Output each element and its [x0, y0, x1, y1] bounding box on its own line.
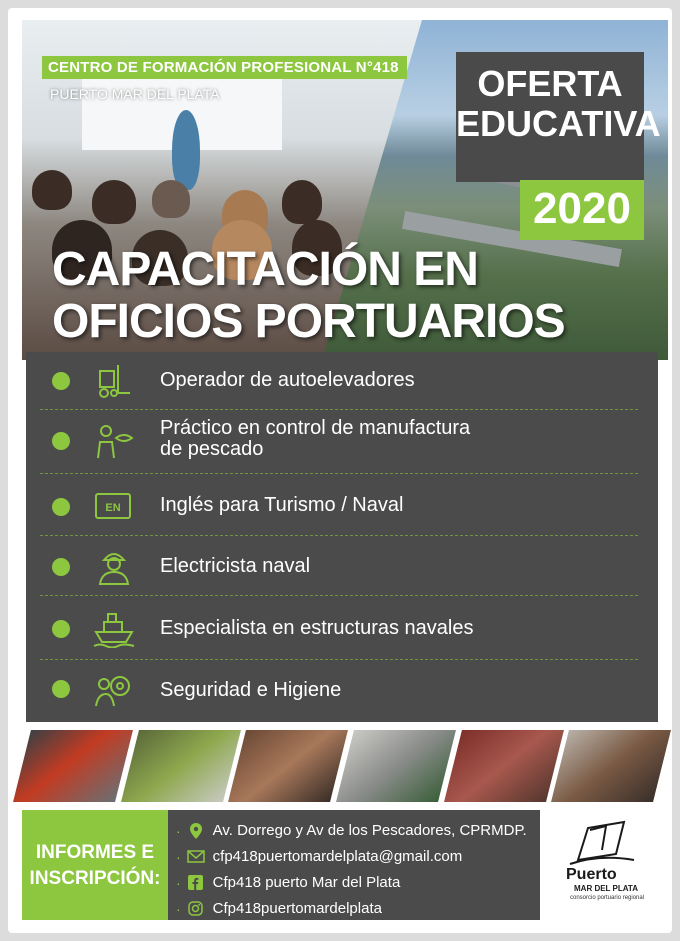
footer-label	[22, 810, 168, 920]
contact-text: Av. Dorrego y Av de los Pescadores, CPRMDP.	[212, 822, 527, 839]
course-label: Operador de autoelevadores	[160, 369, 415, 391]
course-item	[26, 474, 658, 536]
location-pin-icon	[187, 823, 205, 839]
bullet-dot	[52, 372, 70, 390]
contact-address: · Av. Dorrego y Av de los Pescadores, CPRMDP.	[176, 822, 527, 839]
logo-tagline: consorcio portuario regional	[570, 895, 645, 901]
contact-text: cfp418puertomardelplata@gmail.com	[212, 848, 463, 865]
course-label: Especialista en estructuras navales	[160, 617, 474, 639]
fish-worker-icon	[92, 422, 136, 462]
headline	[52, 244, 565, 348]
course-label: Inglés para Turismo / Naval	[160, 494, 404, 516]
bullet-dot	[52, 620, 70, 638]
bullet-dot	[52, 498, 70, 516]
photo-classroom	[228, 730, 348, 802]
course-label: Electricista naval	[160, 555, 311, 577]
course-item	[26, 536, 658, 596]
course-list	[26, 352, 658, 722]
forklift-icon	[92, 361, 136, 401]
offer-line1: OFERTA	[477, 63, 623, 104]
course-label: Práctico en control de manufactura de pescado	[160, 417, 471, 460]
safety-gear-icon	[92, 670, 136, 710]
photo-fish-processing	[121, 730, 241, 802]
contact-facebook[interactable]: · Cfp418 puerto Mar del Plata	[176, 874, 401, 891]
logo-subtitle: MAR DEL PLATA	[574, 884, 638, 893]
offer-title-box	[456, 52, 661, 182]
contact-text: Cfp418puertomardelplata	[212, 900, 382, 917]
year-badge: 2020	[520, 180, 644, 240]
photo-strip	[22, 730, 662, 802]
institution-location: PUERTO MAR DEL PLATA	[50, 86, 220, 102]
footer-label-line2: INSCRIPCIÓN:	[29, 868, 161, 889]
course-item	[26, 660, 658, 722]
course-label: Seguridad e Higiene	[160, 679, 342, 701]
photo-forklift	[13, 730, 133, 802]
footer-label-line1: INFORMES E	[35, 842, 155, 863]
headline-line1: CAPACITACIÓN EN	[52, 243, 478, 296]
headline-line2: OFICIOS PORTUARIOS	[52, 295, 565, 348]
course-item	[26, 352, 658, 410]
contact-footer	[22, 810, 540, 920]
offer-line2: EDUCATIVA	[456, 103, 661, 144]
svg-text:EN: EN	[105, 502, 121, 514]
photo-ship-structure	[444, 730, 564, 802]
email-icon	[187, 849, 205, 865]
course-item	[26, 410, 658, 474]
english-icon	[92, 486, 136, 526]
instagram-icon	[187, 901, 205, 917]
photo-electrical	[336, 730, 456, 802]
bullet-dot	[52, 680, 70, 698]
contact-instagram[interactable]: · Cfp418puertomardelplata	[176, 900, 382, 917]
photo-safety	[551, 730, 671, 802]
contact-email[interactable]: · cfp418puertomardelplata@gmail.com	[176, 848, 463, 865]
bullet-dot	[52, 432, 70, 450]
bullet-dot	[52, 558, 70, 576]
facebook-icon	[187, 875, 205, 891]
ship-icon	[92, 608, 136, 648]
contact-text: Cfp418 puerto Mar del Plata	[212, 874, 401, 891]
electrician-icon	[92, 546, 136, 586]
institution-title: CENTRO DE FORMACIÓN PROFESIONAL N°418	[42, 56, 407, 79]
logo-name: Puerto	[566, 866, 617, 883]
course-item	[26, 596, 658, 660]
